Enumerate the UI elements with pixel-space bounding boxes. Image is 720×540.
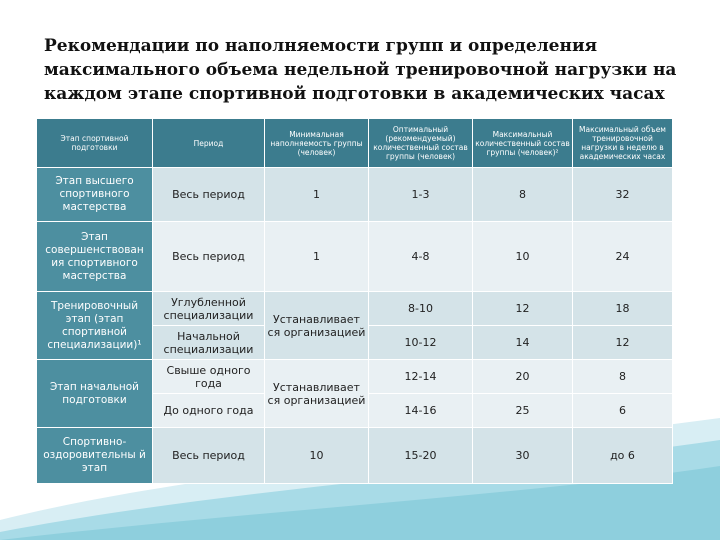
header-min-size: Минимальная наполняемость группы (человек): [265, 119, 369, 168]
min-cell: 1: [265, 222, 369, 292]
hours-cell: 24: [573, 222, 673, 292]
optimal-cell: 8-10: [369, 292, 473, 326]
stage-cell: Этап совершенствован ия спортивного мастерства: [37, 222, 153, 292]
period-cell: Весь период: [153, 428, 265, 484]
period-cell: Углубленной специализации: [153, 292, 265, 326]
title-line-3: каждом этапе спортивной подготовки в академических часах: [44, 84, 665, 104]
max-cell: 25: [473, 394, 573, 428]
min-cell: Устанавливает ся организацией: [265, 360, 369, 428]
period-cell: Свыше одного года: [153, 360, 265, 394]
max-cell: 8: [473, 168, 573, 222]
table-header-row: [37, 119, 673, 168]
stage-cell: Спортивно-оздоровительны й этап: [37, 428, 153, 484]
header-period: Период: [153, 119, 265, 168]
max-cell: 14: [473, 326, 573, 360]
hours-cell: 12: [573, 326, 673, 360]
min-cell: 10: [265, 428, 369, 484]
stage-cell: Этап начальной подготовки: [37, 360, 153, 428]
period-cell: Весь период: [153, 168, 265, 222]
table-row: [37, 222, 673, 292]
header-max-hours: Максимальный объем тренировочной нагрузки в неделю в академических часах: [573, 119, 673, 168]
stage-cell: Тренировочный этап (этап спортивной специализации)¹: [37, 292, 153, 360]
max-cell: 10: [473, 222, 573, 292]
optimal-cell: 12-14: [369, 360, 473, 394]
optimal-cell: 15-20: [369, 428, 473, 484]
hours-cell: до 6: [573, 428, 673, 484]
header-max-size: Максимальный количественный состав группы (человек)²: [473, 119, 573, 168]
page-title: [44, 34, 684, 106]
stage-cell: Этап высшего спортивного мастерства: [37, 168, 153, 222]
header-optimal-size: Оптимальный (рекомендуемый) количественный состав группы (человек): [369, 119, 473, 168]
table-row: [37, 428, 673, 484]
optimal-cell: 1-3: [369, 168, 473, 222]
hours-cell: 18: [573, 292, 673, 326]
period-cell: Начальной специализации: [153, 326, 265, 360]
period-cell: До одного года: [153, 394, 265, 428]
optimal-cell: 10-12: [369, 326, 473, 360]
optimal-cell: 14-16: [369, 394, 473, 428]
period-cell: Весь период: [153, 222, 265, 292]
hours-cell: 8: [573, 360, 673, 394]
title-line-1: Рекомендации по наполняемости групп и определения: [44, 36, 598, 56]
max-cell: 12: [473, 292, 573, 326]
max-cell: 30: [473, 428, 573, 484]
min-cell: Устанавливает ся организацией: [265, 292, 369, 360]
table-row: [37, 360, 673, 394]
hours-cell: 6: [573, 394, 673, 428]
header-stage: Этап спортивной подготовки: [37, 119, 153, 168]
table-row: [37, 292, 673, 326]
table-row: [37, 168, 673, 222]
recommendations-table: [36, 118, 673, 484]
max-cell: 20: [473, 360, 573, 394]
min-cell: 1: [265, 168, 369, 222]
title-line-2: максимального объема недельной тренировочной нагрузки на: [44, 60, 677, 80]
hours-cell: 32: [573, 168, 673, 222]
optimal-cell: 4-8: [369, 222, 473, 292]
